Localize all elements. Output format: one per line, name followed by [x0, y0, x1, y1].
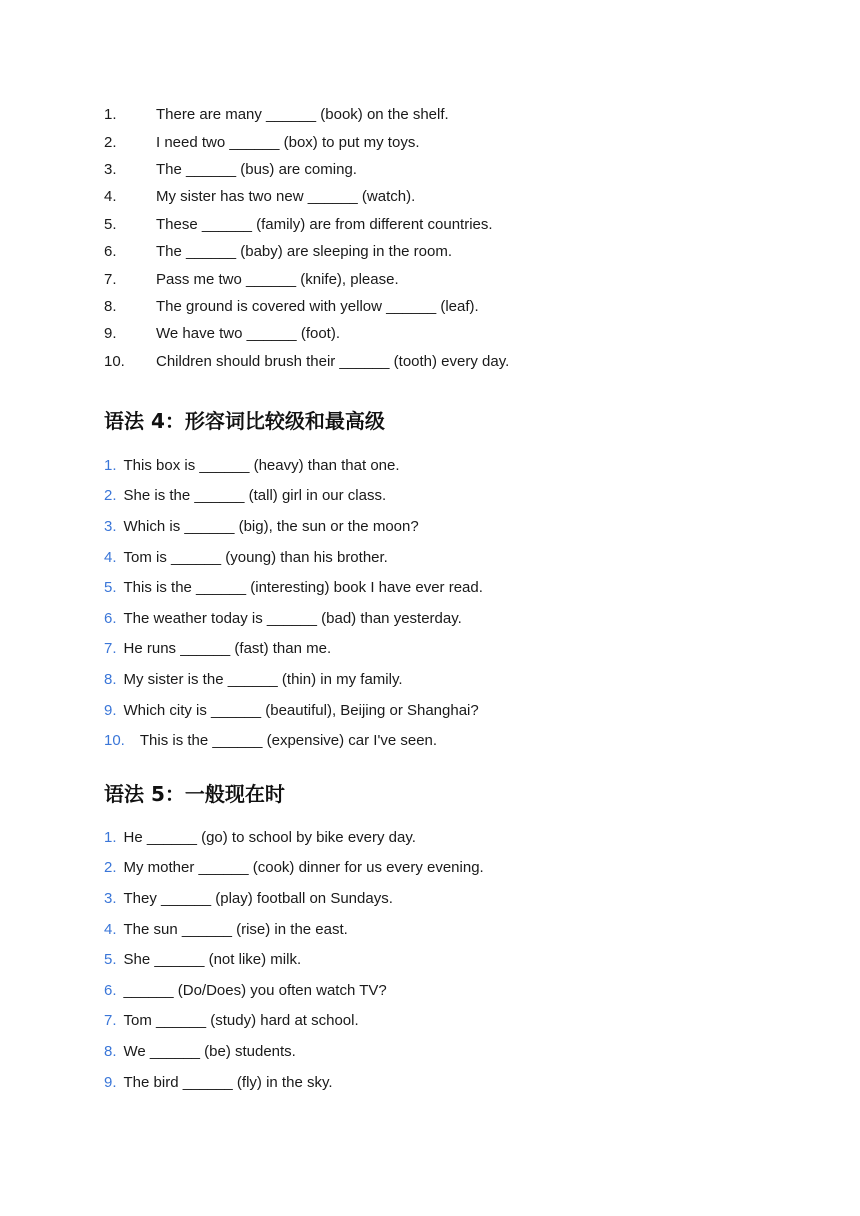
item-number: 4.	[104, 548, 117, 566]
item-number: 10.	[104, 732, 125, 750]
list-item	[104, 695, 483, 726]
comparative-exercise-list	[104, 450, 483, 756]
list-item	[104, 664, 483, 695]
list-item	[104, 101, 509, 128]
item-text: This box is ______ (heavy) than that one.	[123, 456, 400, 474]
list-item	[104, 1067, 484, 1098]
list-item	[104, 634, 483, 665]
item-text: The ground is covered with yellow ______ (leaf).	[156, 297, 479, 315]
item-text: ______ (Do/Does) you often watch TV?	[123, 981, 387, 999]
item-number: 5.	[104, 579, 117, 597]
item-number: 5.	[104, 215, 117, 233]
list-item	[104, 975, 484, 1006]
list-item	[104, 1006, 484, 1037]
list-item	[104, 822, 484, 853]
list-item	[104, 320, 509, 347]
item-number: 2.	[104, 859, 117, 877]
list-item	[104, 211, 509, 238]
present-simple-exercise-list	[104, 822, 484, 1097]
item-text: There are many ______ (book) on the shelf.	[156, 106, 449, 124]
list-item	[104, 348, 509, 375]
item-number: 4.	[104, 920, 117, 938]
list-item	[104, 603, 483, 634]
item-text: We ______ (be) students.	[123, 1042, 296, 1060]
item-text: My sister is the ______ (thin) in my family.	[123, 670, 403, 688]
item-text: The sun ______ (rise) in the east.	[123, 920, 348, 938]
item-number: 9.	[104, 701, 117, 719]
item-text: This is the ______ (interesting) book I have ever read.	[123, 579, 483, 597]
list-item	[104, 450, 483, 481]
item-number: 3.	[104, 889, 117, 907]
item-number: 8.	[104, 670, 117, 688]
item-text: I need two ______ (box) to put my toys.	[156, 133, 420, 151]
item-number: 6.	[104, 609, 117, 627]
item-number: 5.	[104, 951, 117, 969]
item-text: The ______ (bus) are coming.	[156, 160, 357, 178]
list-item	[104, 1036, 484, 1067]
item-number: 4.	[104, 188, 117, 206]
item-number: 2.	[104, 133, 117, 151]
item-number: 1.	[104, 828, 117, 846]
item-text: Tom is ______ (young) than his brother.	[123, 548, 388, 566]
item-text: He runs ______ (fast) than me.	[123, 640, 332, 658]
item-text: My sister has two new ______ (watch).	[156, 188, 416, 206]
grammar4-heading: 语法 4：形容词比较级和最高级	[104, 409, 385, 433]
item-text: She ______ (not like) milk.	[123, 951, 302, 969]
list-item	[104, 944, 484, 975]
list-item	[104, 725, 483, 756]
item-text: The ______ (baby) are sleeping in the room.	[156, 243, 453, 261]
item-text: These ______ (family) are from different countries.	[156, 215, 493, 233]
list-item	[104, 293, 509, 320]
list-item	[104, 853, 484, 884]
item-text: This is the ______ (expensive) car I've seen.	[139, 732, 438, 750]
item-text: Which is ______ (big), the sun or the moon?	[123, 517, 419, 535]
item-number: 3.	[104, 517, 117, 535]
list-item	[104, 183, 509, 210]
item-text: Which city is ______ (beautiful), Beijing or Shanghai?	[123, 701, 479, 719]
item-number: 7.	[104, 1012, 117, 1030]
list-item	[104, 572, 483, 603]
list-item	[104, 914, 484, 945]
item-text: Pass me two ______ (knife), please.	[156, 270, 399, 288]
list-item	[104, 883, 484, 914]
grammar5-heading: 语法 5：一般现在时	[104, 782, 285, 806]
item-number: 6.	[104, 981, 117, 999]
item-number: 8.	[104, 297, 117, 315]
item-number: 7.	[104, 270, 117, 288]
list-item	[104, 156, 509, 183]
item-number: 1.	[104, 456, 117, 474]
item-text: The bird ______ (fly) in the sky.	[123, 1073, 333, 1091]
item-text: Children should brush their ______ (tooth) every day.	[156, 352, 510, 370]
list-item	[104, 481, 483, 512]
item-text: He ______ (go) to school by bike every day.	[123, 828, 416, 846]
list-item	[104, 511, 483, 542]
item-text: They ______ (play) football on Sundays.	[123, 889, 393, 907]
item-number: 9.	[104, 325, 117, 343]
item-text: My mother ______ (cook) dinner for us every evening.	[123, 859, 484, 877]
item-number: 8.	[104, 1042, 117, 1060]
list-item	[104, 542, 483, 573]
item-number: 9.	[104, 1073, 117, 1091]
list-item	[104, 238, 509, 265]
item-text: The weather today is ______ (bad) than yesterday.	[123, 609, 462, 627]
item-number: 10.	[104, 352, 125, 370]
item-text: She is the ______ (tall) girl in our class.	[123, 487, 387, 505]
list-item	[104, 265, 509, 292]
item-number: 2.	[104, 487, 117, 505]
noun-plural-exercise-list	[104, 101, 509, 375]
item-number: 3.	[104, 160, 117, 178]
item-text: Tom ______ (study) hard at school.	[123, 1012, 359, 1030]
item-number: 1.	[104, 106, 117, 124]
item-number: 7.	[104, 640, 117, 658]
item-number: 6.	[104, 243, 117, 261]
item-text: We have two ______ (foot).	[156, 325, 340, 343]
list-item	[104, 128, 509, 155]
